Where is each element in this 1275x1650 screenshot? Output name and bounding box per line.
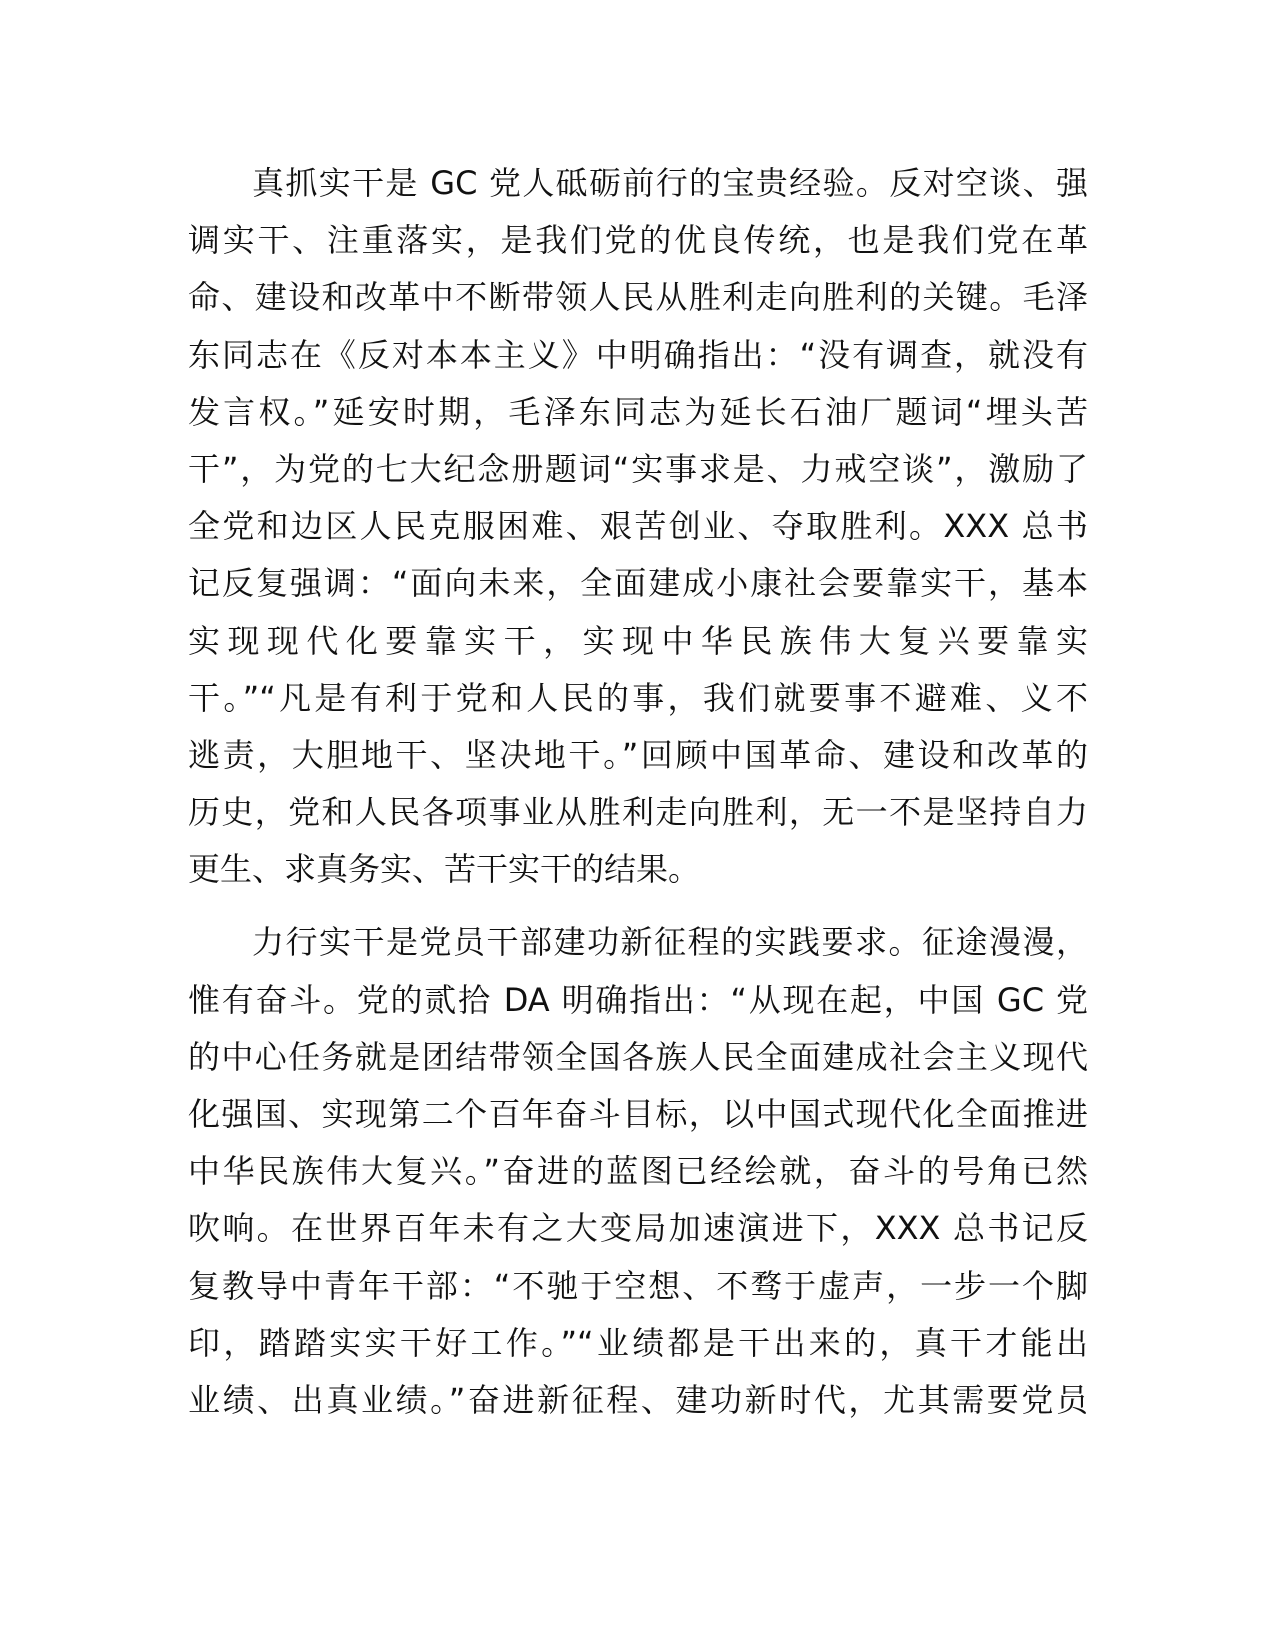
text-line: 东同志在《反对本本主义》中明确指出：“没有调查，就没有 (188, 335, 1088, 374)
text-line: 力行实干是党员干部建功新征程的实践要求。征途漫漫， (252, 923, 1088, 962)
text-line: 历史，党和人民各项事业从胜利走向胜利，无一不是坚持自力 (188, 793, 1088, 832)
document-body (188, 155, 1088, 1429)
paragraph-2 (188, 914, 1088, 1429)
text-line: 真抓实干是 GC 党人砥砺前行的宝贵经验。反对空谈、强 (252, 164, 1088, 202)
text-line: 干。”“凡是有利于党和人民的事，我们就要事不避难、义不 (188, 678, 1088, 717)
text-line: 中华民族伟大复兴。”奋进的蓝图已经绘就，奋斗的号角已然 (188, 1152, 1088, 1191)
text-line: 复教导中青年干部：“不驰于空想、不骛于虚声，一步一个脚 (188, 1266, 1088, 1305)
text-line: 实现现代化要靠实干，实现中华民族伟大复兴要靠实 (188, 621, 1088, 660)
text-line: 逃责，大胆地干、坚决地干。”回顾中国革命、建设和改革的 (188, 735, 1088, 774)
text-line: 干”，为党的七大纪念册题词“实事求是、力戒空谈”，激励了 (188, 449, 1088, 488)
text-line: 命、建设和改革中不断带领人民从胜利走向胜利的关键。毛泽 (188, 278, 1088, 317)
text-line: 的中心任务就是团结带领全国各族人民全面建成社会主义现代 (188, 1037, 1088, 1076)
paragraph-1 (188, 155, 1088, 898)
paragraph-spacer (188, 898, 1088, 914)
text-line: 吹响。在世界百年未有之大变局加速演进下，XXX 总书记反 (188, 1209, 1088, 1248)
text-line: 化强国、实现第二个百年奋斗目标，以中国式现代化全面推进 (188, 1095, 1088, 1133)
text-line: 惟有奋斗。党的贰拾 DA 明确指出：“从现在起，中国 GC 党 (188, 980, 1088, 1019)
text-line: 更生、求真务实、苦干实干的结果。 (188, 850, 701, 889)
text-line: 全党和边区人民克服困难、艰苦创业、夺取胜利。XXX 总书 (188, 507, 1088, 546)
text-line: 业绩、出真业绩。”奋进新征程、建功新时代，尤其需要党员 (188, 1380, 1088, 1419)
text-line: 记反复强调：“面向未来，全面建成小康社会要靠实干，基本 (188, 564, 1088, 603)
text-line: 印，踏踏实实干好工作。”“业绩都是干出来的，真干才能出 (188, 1323, 1088, 1362)
text-line: 发言权。”延安时期，毛泽东同志为延长石油厂题词“埋头苦 (188, 392, 1088, 431)
text-line: 调实干、注重落实，是我们党的优良传统，也是我们党在革 (188, 221, 1088, 260)
